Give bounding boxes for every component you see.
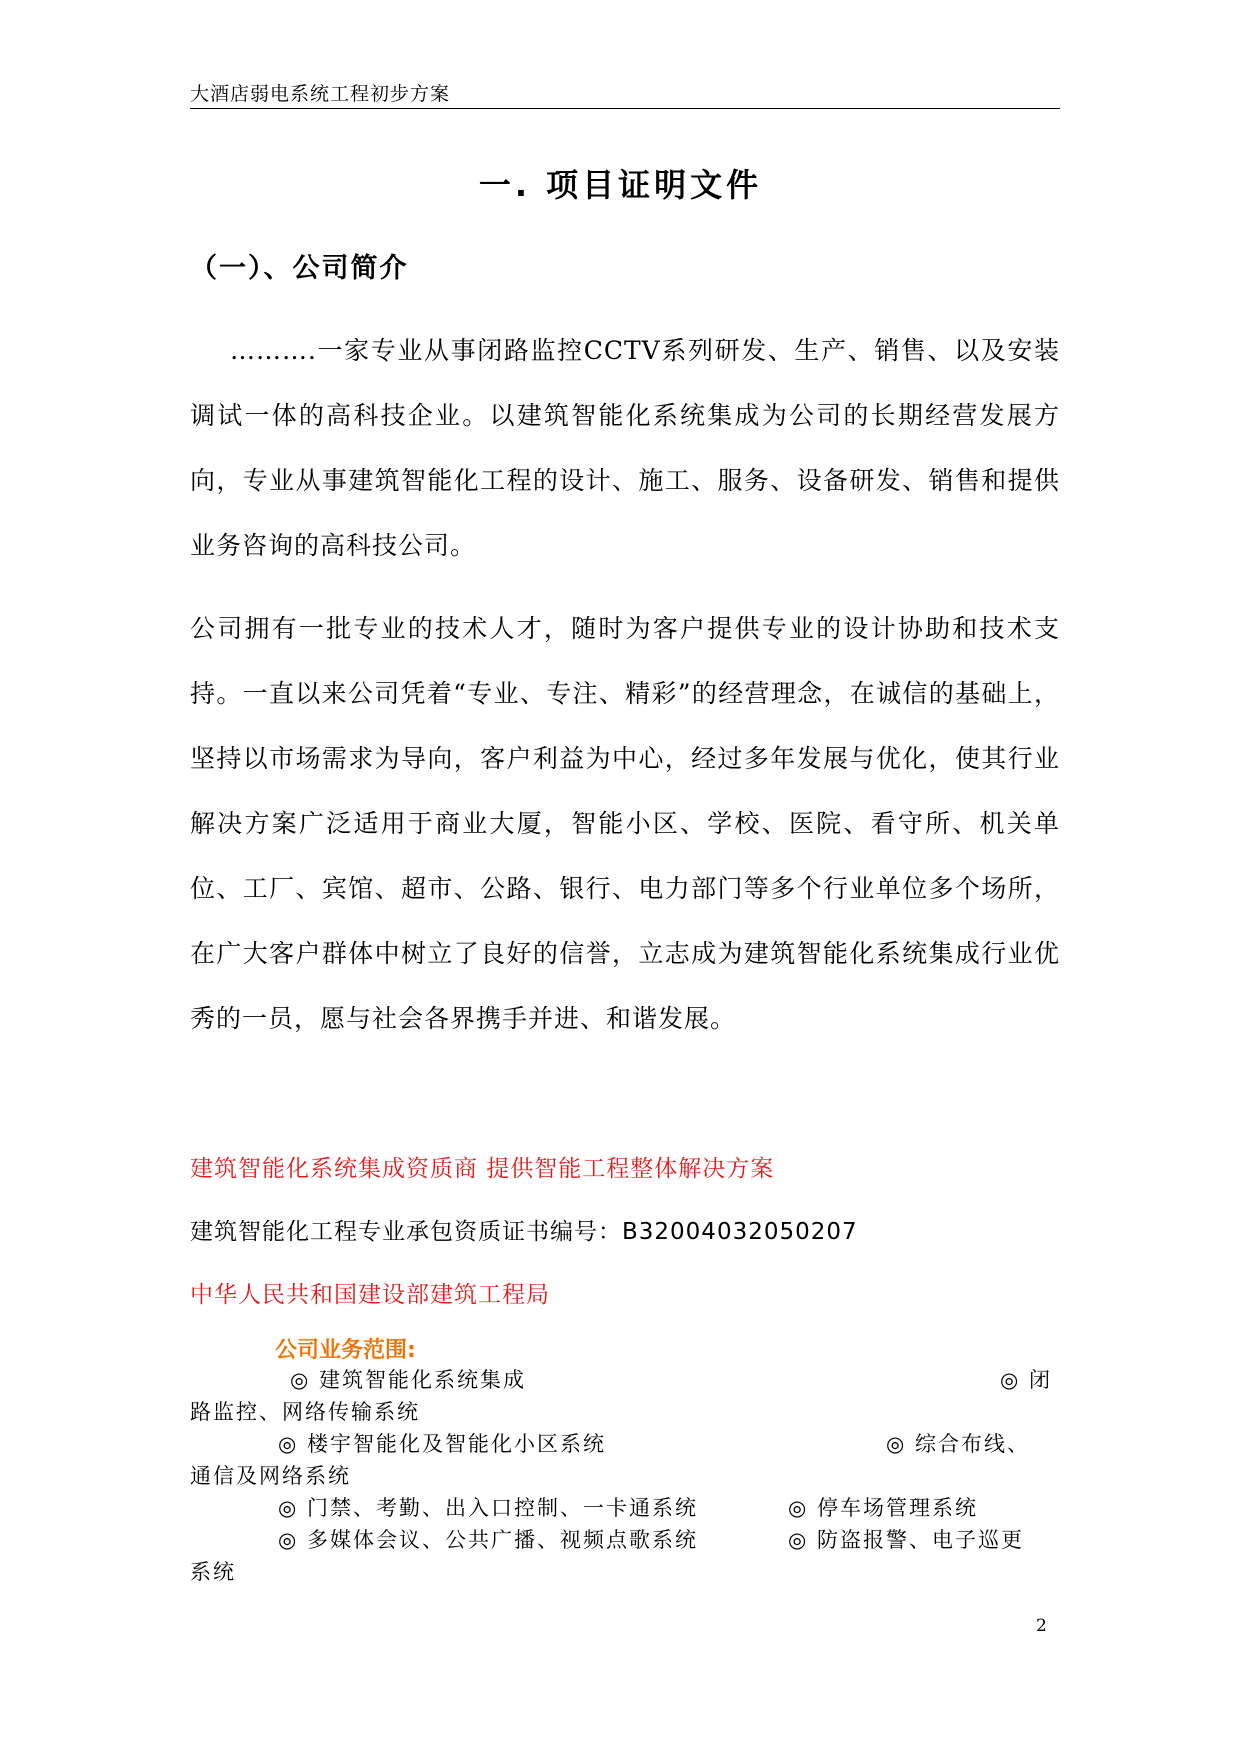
scope-item: ◎ 停车场管理系统: [788, 1496, 978, 1520]
scope-title: 公司业务范围:: [275, 1338, 416, 1363]
scope-item: ◎ 综合布线、: [886, 1432, 1030, 1456]
qualification-line-3: 中华人民共和国建设部建筑工程局: [190, 1282, 550, 1308]
qualification-line-2: 建筑智能化工程专业承包资质证书编号：B32004032050207: [190, 1219, 858, 1245]
page-header: [190, 82, 1060, 109]
scope-item: ◎ 门禁、考勤、出入口控制、一卡通系统: [278, 1496, 698, 1520]
scope-item: ◎ 多媒体会议、公共广播、视频点歌系统: [278, 1528, 698, 1552]
intro-paragraph-2: 公司拥有一批专业的技术人才，随时为客户提供专业的设计协助和技术支持。一直以来公司凭着“专业、专注、精彩”的经营理念，在诚信的基础上，坚持以市场需求为导向，客户利益为中心，经过多年发展与优化，使其行业解决方案广泛适用于商业大厦，智能小区、学校、医院、看守所、机关单位、工厂、宾馆、超市、公路、银行、电力部门等多个行业单位多个场所，在广大客户群体中树立了良好的信誉，立志成为建筑智能化系统集成行业优秀的一员，愿与社会各界携手并进、和谐发展。: [190, 614, 1060, 1033]
scope-item: ◎ 闭: [1000, 1368, 1052, 1392]
scope-item: ◎ 楼宇智能化及智能化小区系统: [278, 1432, 606, 1456]
page-number: 2: [1036, 1616, 1047, 1636]
section-title: （一）、公司简介: [190, 253, 409, 284]
intro-paragraph-1: ……….一家专业从事闭路监控CCTV系列研发、生产、销售、以及安装调试一体的高科技企业。以建筑智能化系统集成为公司的长期经营发展方向，专业从事建筑智能化工程的设计、施工、服务、设备研发、销售和提供业务咨询的高科技公司。: [190, 336, 1060, 560]
scope-item: ◎ 防盗报警、电子巡更: [788, 1528, 1024, 1552]
scope-item-continuation: 通信及网络系统: [190, 1464, 351, 1488]
scope-item-continuation: 路监控、网络传输系统: [190, 1400, 420, 1424]
scope-item: ◎ 建筑智能化系统集成: [290, 1368, 526, 1392]
qualification-line-1: 建筑智能化系统集成资质商 提供智能工程整体解决方案: [190, 1156, 775, 1182]
main-title: 一. 项目证明文件: [478, 166, 763, 204]
scope-item-continuation: 系统: [190, 1560, 236, 1584]
header-title: 大酒店弱电系统工程初步方案: [190, 83, 451, 105]
